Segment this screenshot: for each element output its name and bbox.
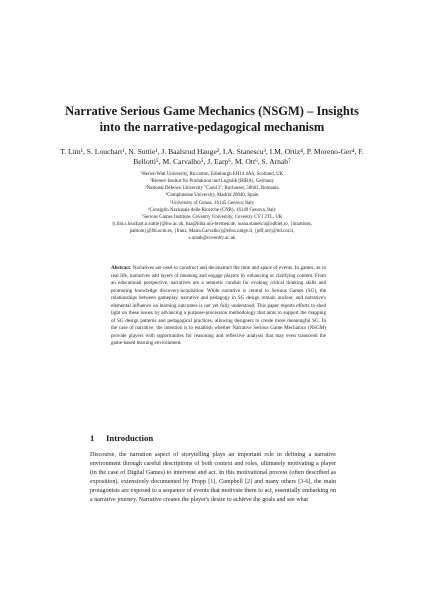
affiliation-list bbox=[86, 171, 338, 243]
section-title: Introduction bbox=[106, 433, 154, 443]
affiliation-line: ³National Defence University "Carol I", Bucharest, 50662, Romania bbox=[145, 186, 279, 192]
abstract-text: Narratives are used to construct and deconstruct the time and space of events. In games, as in real life, narratives add layers of meaning and engage players by enhancing or clarifying content. From an educational perspective, narratives are a semiotic conduit for evoking critical thinking skills and promoting knowledge discovery/acquisition. While narrative is central to Serious Games (SG), the relationships between gameplay, narrative and pedagogy in SG design remain unclear, and narrative's elemental influence on learning outcomes is not yet fully understood. This paper reports efforts to shed light on these issues by advancing a purpose-procession methodology that aims to support the mapping of SG design patterns and pedagogical practices, allowing designers to create more meaningful SG. In the case of narrative, the intention is to establish whether Narrative Serious Game Mechanics (NSGM) provide players with opportunities for reasoning and reflective analysis that may even transcend the game-based learning environment. bbox=[111, 265, 326, 347]
affiliation-line: ²Bremer Institut für Produktion und Logistik (BIBA), Germany bbox=[150, 179, 274, 185]
affiliation-line: ⁴Complutense University, Madrid 28040, Spain bbox=[165, 193, 259, 199]
email-line: s.arnab@coventry.ac.uk bbox=[188, 236, 236, 242]
abstract-label: Abstract. bbox=[111, 265, 132, 271]
paper-title: Narrative Serious Game Mechanics (NSGM) – Insights into the narrative-pedagogical mechanism bbox=[65, 104, 359, 134]
email-line: {t.lim,s.louchart,n.suttie}@hw.ac.uk, baa@biba.uni-bremen.de, ioana.stanescu@adlnet.ro, {imartinez, bbox=[111, 222, 313, 228]
email-line: pablom}@fdi.ucm.es, {franz, Maira.Carvalho}@elios.unige.it, {jeff,ott}@itd.cnr.it, bbox=[129, 229, 295, 235]
affiliation-line: ¹Heriot-Watt University, Riccarton, Edinburgh EH14 4AS, Scotland, UK bbox=[140, 172, 284, 177]
affiliation-line: ⁶Consiglio Nazionale delle Ricerche (CNR), 16149 Genova, Italy bbox=[147, 207, 277, 213]
intro-body bbox=[90, 451, 336, 506]
author-list: T. Lim¹, S. Louchart¹, N. Suttie¹, J. Baalsrud Hauge², I.A. Stanescu³, I.M. Ortiz⁴, P. Moreno-Ger⁴, F. Bellotti⁵, M. Carvalho⁵, J. Earp⁶, M. Ott⁶, S. Arnab⁷ bbox=[60, 147, 364, 166]
affiliation-line: ⁵University of Genoa, 16145 Genova, Italy bbox=[169, 200, 255, 206]
abstract bbox=[111, 265, 326, 348]
intro-paragraph: Discourse, the narration aspect of storytelling plays an important role in defining a narrative environment through careful descriptions of both context and roles, ultimately motivating a player (in the case of Digital Games) to intervene and act. In this motivational process (often described as exposition), extensively documented by Propp [1], Campbell [2] and many others [3-6], the main protagonists are exposed to a sequence of events that motivate them to act, essentially embarking on a narrative journey. Narrative creates the player's desire to achieve the goals and see what bbox=[90, 452, 336, 504]
section-number: 1 bbox=[90, 433, 95, 443]
section-heading bbox=[90, 433, 153, 443]
affiliation-line: ⁷Serious Games Institute, Coventry University, Coventry CV1 2TL, UK bbox=[141, 214, 283, 220]
